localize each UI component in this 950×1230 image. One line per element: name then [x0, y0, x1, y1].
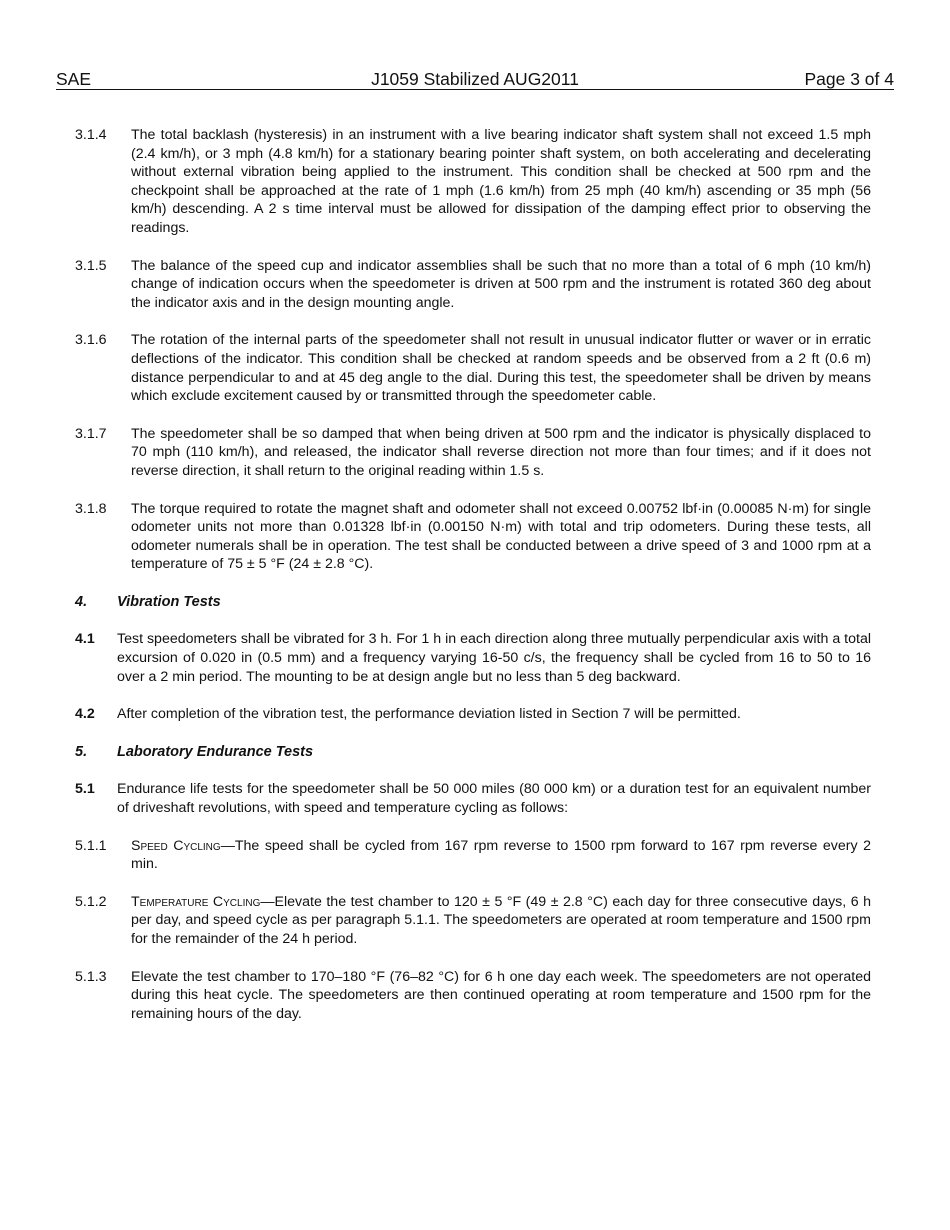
paragraph-text: Endurance life tests for the speedometer shall be 50 000 miles (80 000 km) or a duration test for an equivalent number of driveshaft revolutions, with speed and temperature cycling as follows:	[117, 781, 871, 817]
paragraph-number: 5.1.1	[75, 837, 107, 854]
page-header	[56, 68, 894, 90]
paragraph-3-1-7	[75, 425, 871, 481]
paragraph-3-1-8	[75, 500, 871, 574]
paragraph-text: The total backlash (hysteresis) in an instrument with a live bearing indicator shaft system shall not exceed 1.5 mph (2.4 km/h), or 3 mph (4.8 km/h) for a stationary bearing pointer shaft system, on both accelerating and decelerating without external vibration being applied to the instrument. This condition shall be checked at 500 rpm and the checkpoint shall be approached at the rate of 1 mph (1.6 km/h) from 25 mph (40 km/h) ascending or 35 mph (56 km/h) descending. A 2 s time interval must be allowed for dissipation of the damping effect prior to observing the readings.	[131, 127, 871, 236]
paragraph-number: 5.1.2	[75, 893, 107, 910]
paragraph-3-1-4	[75, 126, 871, 238]
paragraph-5-1-1	[75, 837, 871, 874]
paragraph-text: Elevate the test chamber to 170–180 °F (76–82 °C) for 6 h one day each week. The speedometers are not operated during this heat cycle. The speedometers are then continued operating at room temperature and 1500 rpm for the remaining hours of the day.	[131, 968, 871, 1022]
section-number: 5.	[75, 743, 88, 760]
document-body	[75, 126, 871, 1042]
paragraph-4-1	[75, 630, 871, 686]
section-heading-5	[75, 743, 871, 762]
header-document-id: J1059 Stabilized AUG2011	[371, 69, 579, 89]
paragraph-number: 3.1.4	[75, 127, 107, 143]
paragraph-number: 5.1.3	[75, 968, 107, 985]
section-heading-4	[75, 593, 871, 612]
paragraph-number: 3.1.8	[75, 500, 107, 517]
paragraph-text: The speedometer shall be so damped that when being driven at 500 rpm and the indicator is physically displaced to 70 mph (110 km/h), and released, the indicator shall reverse direction not more than four times; and if it does not reverse direction, it shall return to the original reading within 1.5 s.	[131, 425, 871, 479]
paragraph-5-1-2	[75, 893, 871, 949]
paragraph-number: 3.1.6	[75, 332, 107, 349]
section-title: Laboratory Endurance Tests	[117, 743, 314, 760]
paragraph-5-1-3	[75, 968, 871, 1024]
header-page-number: Page 3 of 4	[804, 69, 894, 89]
paragraph-number: 4.2	[75, 706, 95, 723]
paragraph-text: The rotation of the internal parts of the speedometer shall not result in unusual indicator flutter or waver or in erratic deflections of the indicator. This condition shall be checked at random speeds and be observed from a 2 ft (0.6 m) distance perpendicular to and at 45 deg angle to the dial. During this test, the speedometer shall be driven by means which exclude excitement caused by or transmitted through the speedometer cable.	[131, 332, 871, 405]
paragraph-number: 3.1.7	[75, 425, 107, 442]
paragraph-body: —The speed shall be cycled from 167 rpm reverse to 1500 rpm forward to 167 rpm reverse every 2 min.	[131, 837, 871, 873]
paragraph-3-1-5	[75, 257, 871, 313]
paragraph-number: 4.1	[75, 631, 95, 648]
header-org: SAE	[56, 69, 92, 89]
paragraph-text	[131, 837, 871, 874]
paragraph-4-2	[75, 705, 871, 724]
paragraph-text: The balance of the speed cup and indicator assemblies shall be such that no more than a total of 6 mph (10 km/h) change of indication occurs when the speedometer is driven at 500 rpm and the instrument is rotated 360 deg about the indicator axis and in the design mounting angle.	[131, 257, 871, 311]
paragraph-3-1-6	[75, 331, 871, 405]
paragraph-number: 3.1.5	[75, 257, 107, 274]
paragraph-text: The torque required to rotate the magnet shaft and odometer shall not exceed 0.00752 lbf·in (0.00085 N·m) for single odometer units not more than 0.01328 lbf·in (0.00150 N·m) with total and trip odometers. During these tests, all odometer numerals shall be in operation. The test shall be conducted between a drive speed of 3 and 1000 rpm at a temperature of 75 ± 5 °F (24 ± 2.8 °C).	[131, 500, 871, 573]
paragraph-term: Temperature Cycling	[131, 893, 261, 910]
paragraph-term: Speed Cycling	[131, 837, 221, 854]
paragraph-number: 5.1	[75, 781, 95, 798]
paragraph-body: —Elevate the test chamber to 120 ± 5 °F (49 ± 2.8 °C) each day for three consecutive days, 6 h per day, and speed cycle as per paragraph 5.1.1. The speedometers are operated at room temperature and 1500 rpm for the remainder of the 24 h period.	[131, 893, 871, 947]
section-title: Vibration Tests	[117, 593, 221, 610]
paragraph-text	[131, 893, 871, 949]
section-number: 4.	[75, 593, 88, 610]
paragraph-5-1	[75, 780, 871, 817]
paragraph-text: After completion of the vibration test, the performance deviation listed in Section 7 will be permitted.	[117, 706, 741, 723]
paragraph-text: Test speedometers shall be vibrated for 3 h. For 1 h in each direction along three mutually perpendicular axis with a total excursion of 0.020 in (0.5 mm) and a frequency varying 16-50 c/s, the frequency shall be cycled from 16 to 50 to 16 over a 2 min period. The mounting to be at design angle but no less than 5 deg backward.	[117, 631, 871, 685]
